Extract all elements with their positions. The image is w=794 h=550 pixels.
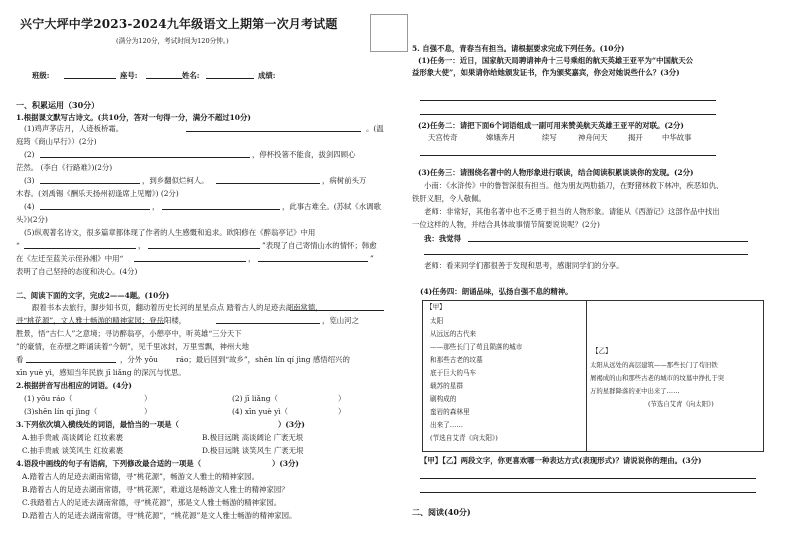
q3-option-c[interactable]: C.抽手贵戚 谈笑风生 红妆素裹 — [22, 446, 124, 455]
q1-line: ，停杯投箸不能食，拔剑四顾心 — [252, 150, 356, 159]
q1-line: “ — [16, 241, 20, 250]
q1-line: 庭筠《商山早行》）(2分) — [16, 137, 97, 146]
task1-line: 益形象大使”，如果请你给她颁发证书，作为颁奖嘉宾，你会对她说些什么？(3分) — [412, 68, 680, 77]
q3-option-d[interactable]: D.极目远眺 谈笑风生 广袤无垠 — [202, 446, 304, 455]
passage-line: ”的豪情，在赤壁之畔诵读着“今朝”，见千里冰封，万里雪飘，神州大地 — [16, 342, 250, 351]
task1-line: (1)任务一：近日，国家航天局聘请神舟十三号乘组的航天英雄王亚平为“中国航天公 — [418, 56, 694, 65]
q1-line: ” — [370, 254, 374, 263]
q1-line: ， — [138, 241, 146, 250]
passage-line: 看 — [16, 355, 24, 364]
q1-stem: 1.根据课文默写古诗文。(共10分，答对一句得一分，满分不超过10分) — [16, 113, 251, 122]
answer-blank[interactable] — [216, 323, 320, 324]
q1-line: (1)鸡声茅店月，人迹板桥霜。 — [24, 124, 124, 133]
answer-blank[interactable] — [40, 157, 250, 158]
answer-blank[interactable] — [24, 248, 136, 249]
couplet-word: 嫦娥奔月 — [486, 133, 516, 142]
couplet-word: 中华故事 — [662, 133, 692, 142]
score-label: 成绩: — [258, 71, 276, 80]
section-reading-title: 二、阅读(40分) — [412, 507, 471, 517]
name-blank[interactable] — [206, 78, 254, 79]
q2-option: (4) xīn yuè yì（ — [232, 407, 289, 416]
couplet-word: 神舟问天 — [578, 133, 608, 142]
answer-line[interactable] — [420, 155, 716, 156]
passage-line: 寻“桃花源”，文人雅士畅游的精神家园；登岳阳楼， — [16, 316, 187, 325]
passage-line: 胜景，悟“古仁人”之意境；寻访醉翁亭，小憩亭中，听英雄“三分天下 — [16, 329, 242, 338]
task2-stem: (2)任务二：请把下面6个词语组成一副可用来赞美航天英雄王亚平的对联。(2分) — [418, 121, 684, 130]
passage-line: ，分外 yōu — [120, 355, 158, 364]
class-label: 班级: — [32, 71, 50, 80]
q1-line: ，到乡翻似烂柯人。 — [142, 176, 209, 185]
passage-line: 跟着书本去旅行，脚步知书页，翻动着历史长河的星星点点 踏着古人的足迹去湖南常德， — [32, 303, 323, 312]
answer-line[interactable] — [468, 241, 748, 242]
q1-line: (4) — [24, 202, 35, 211]
q1-line: 茫然。 (李白《行路难》)(2分) — [16, 163, 113, 172]
page-subtitle: (满分为120分，考试时间为120分钟。) — [116, 37, 229, 45]
poem-b-label: 【乙】 — [592, 347, 612, 355]
task3-line: 一位这样的人物，并结合具体故事情节简要说说呢？(2分) — [412, 220, 600, 229]
q5-stem: 5. 自强不息，青春当有担当。请根据要求完成下列任务。(10分) — [412, 44, 625, 53]
underlined-sentence — [290, 310, 384, 311]
poem-a-source: (节选自艾青《向太阳》) — [430, 434, 498, 442]
answer-blank[interactable] — [162, 209, 280, 210]
poem-a-line: ——那些长门了苟且陨落的城市 — [430, 343, 523, 351]
q3-option-b[interactable]: B.极目远眺 高谈阔论 广袤无垠 — [202, 433, 304, 442]
poem-a-line: 和那些古老的坟墓 — [430, 356, 483, 364]
passage-line: ，览山河之 — [322, 316, 359, 325]
answer-line[interactable] — [420, 114, 716, 115]
q1-line: 头》)(2分) — [16, 215, 48, 224]
couplet-word: 天宫传奇 — [428, 133, 458, 142]
poem-a-label: 【甲】 — [426, 303, 446, 311]
passage-line: xīn yuè yì，感知当年民族 jī liǎng 的深沉与忧思。 — [16, 368, 186, 377]
q2-stem: 2.根据拼音写出相应的词语。(4分) — [16, 381, 132, 390]
page-title: 兴宁大坪中学2023-2024九年级语文上期第一次月考试题 — [20, 17, 338, 31]
section-2-title: 二、阅读下面的文字，完成2——4题。(10分) — [16, 291, 170, 300]
poem-b-line: 万的星群降落的亚中出来了…… — [590, 387, 680, 395]
task3-line: 我：我觉得 — [424, 234, 461, 243]
poem-a-line: 从远远的古代来 — [430, 330, 477, 338]
passage-line: ráo；最后回到“故乡”，shēn lín qí jìng 感悟绍兴的 — [176, 355, 350, 364]
seat-label: 座号: — [120, 71, 138, 80]
poem-a-line: 载苏的星群 — [430, 382, 463, 390]
task4-stem: (4)任务四：朗诵品味，弘扬自强不息的精神。 — [420, 287, 573, 296]
q1-line: 在《左迁至蓝关示侄孙湘》中用“ — [16, 254, 124, 263]
poem-b-line: 屑褐成的山和那些古老的城市的坟墓中挣扎于突 — [590, 374, 725, 382]
q4-option-d[interactable]: D.踏着古人的足迹去湖南常德，寻“桃花源”，“桃花源”是文人雅士畅游的精神家园。 — [22, 511, 297, 520]
poem-a-line: 底于巨大的马车 — [430, 369, 477, 377]
exam-page: 兴宁大坪中学2023-2024九年级语文上期第一次月考试题 (满分为120分，考试时间为120分钟。) 班级: 座号: 姓名: 成绩: 一、积累运用（30分） 1.根据课文默写古诗文。(共10分，答对一句得一分，满分不超过10分) (1)鸡声茅店月，人迹板桥霜。 。(温 庭筠《商山早行》）(2分) (2) ，停杯投箸不能食，拔剑四顾心 茫然。 (李白《行路难》)(2分) (3) ，到乡翻似烂柯人。 ，病树前头万 木春。(刘禹锡《酬乐天扬州初逢席上见赠》) (2分) (4) ， ，此事古难全。(苏轼《水调歌 头》)(2分) (5)纵观著名诗文，很多篇章都体现了作者的人生感慨和追求。欧阳修在《醉翁亭记》中用 “ ， ”表现了自己寄情山水的情怀；韩愈 在《左迁至蓝关示侄孙湘》中用“ ， ” 表明了自己坚持的态度和决心。(4分) 二、阅读下面的文字，完成2——4题。(10分) 跟着书本去旅行，脚步知书页，翻动着历史长河的星星点点 踏着古人的足迹去湖南常德， 寻“桃花源”，文人雅士畅游的精神家园；登岳阳楼， ，览山河之 胜景，悟“古仁人”之意境；寻访醉翁亭，小憩亭中，听英雄“三分天下 ”的豪情，在赤壁之畔诵读着“今朝”，见千里冰封，万里雪飘，神州大地 看 ，分外 yōu ráo；最后回到“故乡”，shēn lín qí jìng 感悟绍兴的 xīn yuè yì，感知当年民族 jī liǎng 的深沉与忧思。 2.根据拼音写出相应的词语。(4分) (1) yōu ráo（ ） (2) jī liǎng（ ） (3)shēn lín qí jìng（ ） (4) xīn yuè yì（ ） 3.下列依次填入横线处的词语，最恰当的一项是（ ）(3分) A.抽手贵戚 高谈阔论 红妆素裹 B.极目远眺 高谈阔论 广袤无垠 C.抽手贵戚 谈笑风生 红妆素裹 D.极目远眺 谈笑风生 广袤无垠 4.语段中画线的句子有语病，下列修改最合适的一项是（ ）(3分) A.踏着古人的足迹去湖南常德，寻“桃花源”，畅游文人雅士的精神家园。 B.踏着古人的足迹去湖南常德，寻“桃花源”，难道这是畅游文人雅士的精神家园？ C.我踏着古人的足迹去湖南常德，寻“桃花源”，那是文人雅士畅游的精神家园。 D.踏着古人的足迹去湖南常德，寻“桃花源”，“桃花源”是文人雅士畅游的精神家园。 5. 自强不息，青春当有担当。请根据要求完成下列任务。(10分) (1)任务一：近日，国家航天局聘请神舟十三号乘组的航天英雄王亚平为“中国航天公 益形象大使”，如果请你给她颁发证书，作为颁奖嘉宾，你会对她说些什么？(3分) (2)任务二：请把下面6个词语组成一副可用来赞美航天英雄王亚平的对联。(2分) 天宫传奇 嫦娥奔月 续写 神舟问天 揭开 中华故事 (3)任务三：请围绕名著中的人物形象进行联读，结合阅读积累谈谈你的发现。(2分) 小南：《水浒传》中的鲁智深很有担当。他为朋友两肋插刀，在野猪林救下林冲，疾恶如仇、 铁肝义胆，令人敬佩。 老师：非常好，其他名著中也不乏勇于担当的人物形象。请能从《西游记》这部作品中找出 一位这样的人物，并结合具体故事情节简要说说呢？(2分) 我：我觉得 老师：看来同学们都很善于发现和思考，感谢同学们的分享。 (4)任务四：朗诵品味，弘扬自强不息的精神。 【甲】 太阳 从远远的古代来 ——那些长门了苟且陨落的城市 和那些古老的坟墓 底于巨大的马车 载苏的星群 刷构成的 蛮岩的森林里 出来了…… (节选自艾青《向太阳》) 【乙】 太阳从远处的高层建筑——那些长门了苟旧铁 屑褐成的山和那些古老的城市的坟墓中挣扎于突 万的星群降落的亚中出来了…… (节选自艾青《向太阳》) 【甲】【乙】两段文字，你更喜欢哪一种表达方式(表现形式)？请说说你的理由。(3分) 二、阅读(40分) — [0, 0, 794, 550]
answer-blank[interactable] — [148, 248, 260, 249]
q3-stem: 3.下列依次填入横线处的词语，最恰当的一项是（ — [16, 420, 179, 429]
q1-line: ”表现了自己寄情山水的情怀；韩愈 — [262, 241, 377, 250]
answer-line[interactable] — [420, 478, 756, 479]
task3-stem: (3)任务三：请围绕名著中的人物形象进行联读，结合阅读积累谈谈你的发现。(2分) — [418, 168, 694, 177]
answer-line[interactable] — [424, 254, 748, 255]
task3-line: 老师：非常好，其他名著中也不乏勇于担当的人物形象。请能从《西游记》这部作品中找出 — [424, 207, 720, 216]
answer-blank[interactable] — [186, 131, 361, 132]
answer-line[interactable] — [420, 492, 756, 493]
q1-line: ， — [152, 202, 160, 211]
task3-line: 小南：《水浒传》中的鲁智深很有担当。他为朋友两肋插刀，在野猪林救下林冲，疾恶如仇、 — [424, 181, 724, 190]
q4-option-a[interactable]: A.踏着古人的足迹去湖南常德，寻“桃花源”，畅游文人雅士的精神家园。 — [22, 472, 259, 481]
q1-line: 表明了自己坚持的态度和决心。(4分) — [16, 267, 138, 276]
answer-blank[interactable] — [216, 183, 320, 184]
q1-line: ， — [248, 254, 256, 263]
q1-line: (5)纵观著名诗文，很多篇章都体现了作者的人生感慨和追求。欧阳修在《醉翁亭记》中用 — [24, 228, 316, 237]
task4-question: 【甲】【乙】两段文字，你更喜欢哪一种表达方式(表现形式)？请说说你的理由。(3分) — [420, 456, 702, 465]
couplet-word: 揭开 — [628, 133, 643, 142]
answer-blank[interactable] — [134, 261, 246, 262]
task3-line: 老师：看来同学们都很善于发现和思考，感谢同学们的分享。 — [424, 261, 624, 270]
q3-option-a[interactable]: A.抽手贵戚 高谈阔论 红妆素裹 — [22, 433, 124, 442]
poem-b-line: 太阳从远处的高层建筑——那些长门了苟旧铁 — [590, 361, 718, 369]
q1-line: (2) — [24, 150, 35, 159]
q2-option: (1) yōu ráo（ — [24, 394, 73, 403]
poem-a-line: 刷构成的 — [430, 395, 457, 403]
q4-stem: 4.语段中画线的句子有语病，下列修改最合适的一项是（ — [16, 459, 202, 468]
section-1-title: 一、积累运用（30分） — [16, 100, 100, 110]
class-blank[interactable] — [64, 78, 116, 79]
name-label: 姓名: — [182, 71, 200, 80]
answer-blank[interactable] — [40, 183, 140, 184]
q1-line: ，病树前头万 — [322, 176, 367, 185]
q2-option: (2) jī liǎng（ — [232, 394, 278, 403]
poem-a-line: 太阳 — [430, 317, 444, 325]
answer-blank[interactable] — [40, 209, 150, 210]
underlined-sentence — [16, 323, 164, 324]
q2-option: (3)shēn lín qí jìng（ — [24, 407, 98, 416]
q4-option-c[interactable]: C.我踏着古人的足迹去湖南常德，寻“桃花源”，那是文人雅士畅游的精神家园。 — [22, 498, 282, 507]
q4-option-b[interactable]: B.踏着古人的足迹去湖南常德，寻“桃花源”，难道这是畅游文人雅士的精神家园？ — [22, 485, 289, 494]
task3-line: 铁肝义胆，令人敬佩。 — [412, 194, 486, 203]
answer-line[interactable] — [420, 100, 716, 101]
poem-a-line: 出来了…… — [430, 421, 463, 429]
answer-blank[interactable] — [258, 261, 368, 262]
poem-b-source: (节选自艾青《向太阳》) — [648, 400, 714, 408]
seat-blank[interactable] — [146, 78, 182, 79]
q1-line: ，此事古难全。(苏轼《水调歌 — [282, 202, 381, 211]
answer-blank[interactable] — [26, 362, 116, 363]
couplet-word: 续写 — [542, 133, 557, 142]
q1-line: 木春。(刘禹锡《酬乐天扬州初逢席上见赠》) (2分) — [16, 189, 179, 198]
q1-line: (3) — [24, 176, 35, 185]
scan-mark — [370, 14, 408, 52]
poem-divider — [586, 300, 587, 451]
poem-a-line: 蛮岩的森林里 — [430, 408, 470, 416]
